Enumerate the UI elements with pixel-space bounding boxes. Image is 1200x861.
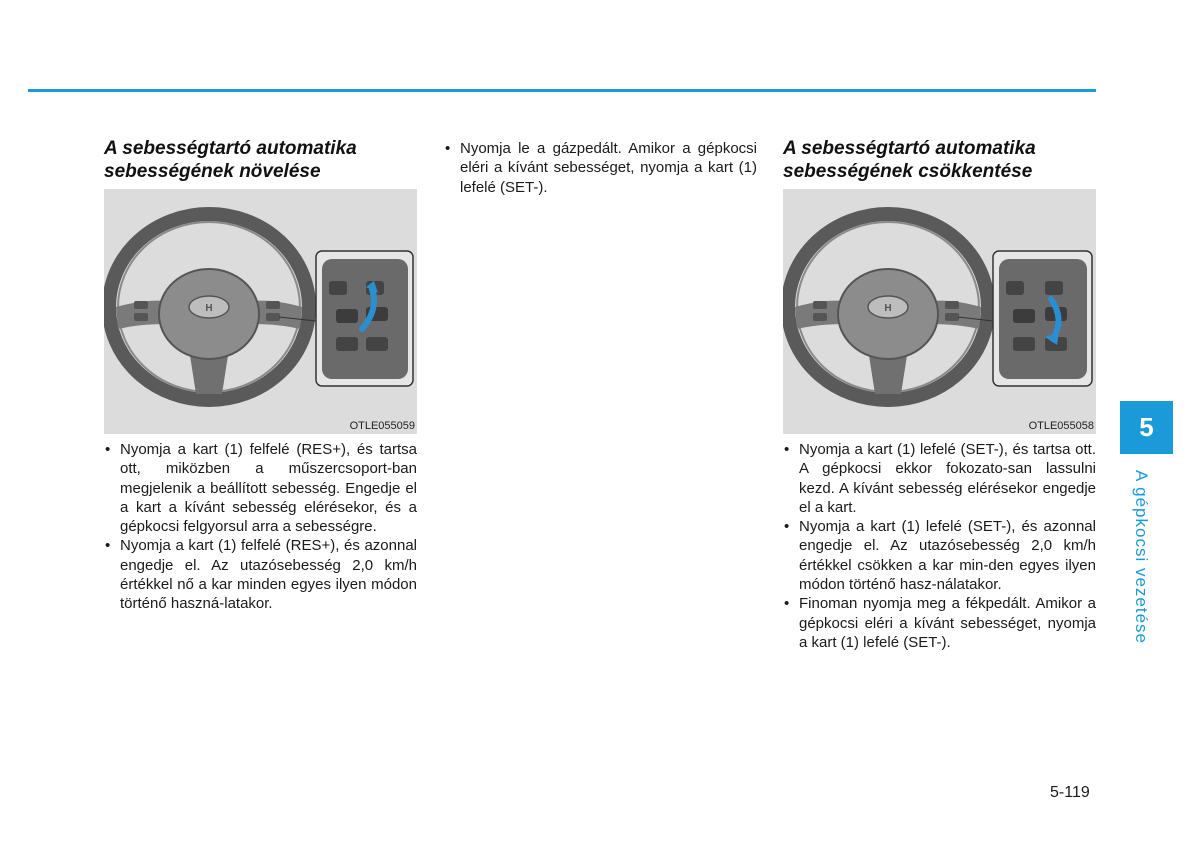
top-rule: [28, 89, 1096, 92]
page-number: 5-119: [1050, 784, 1090, 801]
bullet-list: [783, 440, 1096, 652]
chapter-title: A gépkocsi vezetése: [1132, 470, 1151, 644]
list-item: • Nyomja a kart (1) felfelé (RES+), és azonnal engedje el. Az utazósebesség 2,0 km/h értékkel nő a kar minden egyes ilyen módon történő haszná-latakor.: [104, 536, 417, 613]
steering-wheel-figure-increase: [104, 189, 417, 434]
bullet-list: [104, 440, 417, 614]
list-item: • Nyomja a kart (1) felfelé (RES+), és tartsa ott, miközben a műszercsoport-ban megjelenik a beállított sebesség. Engedje el a kart a kívánt sebesség elérésekor, és a gépkocsi felgyorsul arra a sebességre.: [104, 440, 417, 536]
list-item: • Finoman nyomja meg a fékpedált. Amikor a gépkocsi eléri a kívánt sebességet, nyomja a kart (1) lefelé (SET-).: [783, 594, 1096, 652]
list-item: • Nyomja a kart (1) lefelé (SET-), és tartsa ott. A gépkocsi ekkor fokozato-san lassulni kezd. A kívánt sebesség elérésekor engedje el a kart.: [783, 440, 1096, 517]
figure-code: OTLE055059: [349, 420, 415, 432]
middle-column: [444, 137, 757, 197]
left-column: [104, 137, 417, 614]
section-heading-increase: A sebességtartó automatika sebességének növelése: [104, 138, 357, 182]
figure-code: OTLE055058: [1028, 420, 1094, 432]
steering-wheel-illustration: [104, 189, 417, 434]
list-item: • Nyomja a kart (1) lefelé (SET-), és azonnal engedje el. Az utazósebesség 2,0 km/h értékkel csökken a kar min-den egyes ilyen módon történő hasz-nálatakor.: [783, 517, 1096, 594]
steering-wheel-illustration: [783, 189, 1096, 434]
right-column: [783, 137, 1096, 652]
bullet-list: [444, 139, 757, 197]
chapter-tab[interactable]: 5: [1120, 401, 1173, 454]
section-heading-decrease: A sebességtartó automatika sebességének csökkentése: [783, 138, 1036, 182]
steering-wheel-figure-decrease: [783, 189, 1096, 434]
list-item: • Nyomja le a gázpedált. Amikor a gépkocsi eléri a kívánt sebességet, nyomja a kart (1) lefelé (SET-).: [444, 139, 757, 197]
svg-text:H: H: [884, 303, 892, 314]
svg-text:H: H: [205, 303, 213, 314]
